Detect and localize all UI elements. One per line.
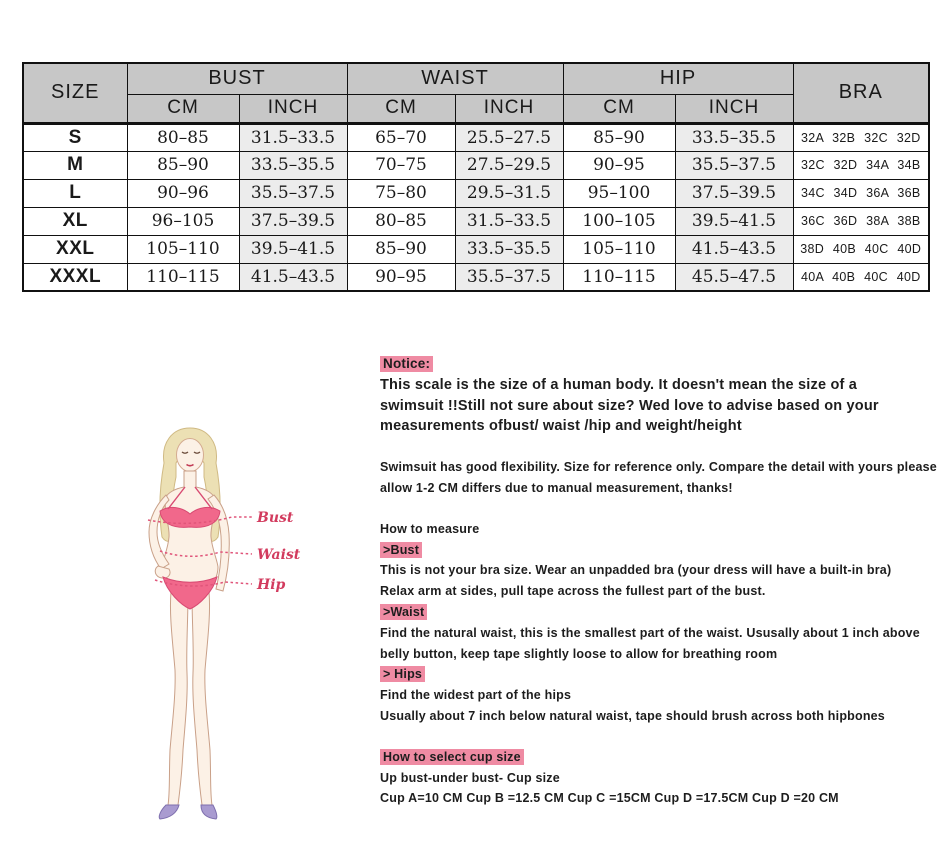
- size-column-header: SIZE: [23, 63, 127, 123]
- bra-value: 34C 34D 36A 36B: [793, 179, 929, 207]
- bra-value: 32C 32D 34A 34B: [793, 151, 929, 179]
- how-to-measure-title: How to measure: [380, 521, 480, 536]
- size-value: S: [23, 123, 127, 151]
- measurement-figure: [100, 425, 350, 825]
- size-value: XXL: [23, 235, 127, 263]
- hip-inch-value: 39.5–41.5: [675, 207, 793, 235]
- cup-size-heading-text: How to select cup size: [380, 749, 524, 765]
- right-leg: [192, 592, 212, 805]
- waist-inch-value: 29.5–31.5: [455, 179, 563, 207]
- hips-instruction-line: Usually about 7 inch below natural waist, tape should brush across both hipbones: [380, 708, 885, 723]
- bust-section-heading: [380, 540, 932, 561]
- waist-cm-value: 85–90: [347, 235, 455, 263]
- notice-line: This scale is the size of a human body. It doesn't mean the size of a: [380, 376, 858, 393]
- hip-cm-value: 110–115: [563, 263, 675, 291]
- bra-column-header: BRA: [793, 63, 929, 123]
- size-table-section: [22, 62, 930, 292]
- notice-heading: [380, 354, 932, 375]
- hip-cm-value: 100–105: [563, 207, 675, 235]
- size-table: [22, 62, 930, 292]
- waist-inch-value: 35.5–37.5: [455, 263, 563, 291]
- bust-cm-value: 105–110: [127, 235, 239, 263]
- info-column: [380, 354, 937, 809]
- notice-line: measurements ofbust/ waist /hip and weight/height: [380, 418, 742, 435]
- hips-section-heading: [380, 664, 932, 685]
- waist-instruction-line: belly button, keep tape slightly loose to allow for breathing room: [380, 646, 778, 661]
- hip-group-header: HIP: [563, 63, 793, 94]
- waist-inch-header: INCH: [455, 94, 563, 123]
- bust-inch-value: 35.5–37.5: [239, 179, 347, 207]
- bra-value: 32A 32B 32C 32D: [793, 123, 929, 151]
- bust-inch-value: 33.5–35.5: [239, 151, 347, 179]
- size-value: XL: [23, 207, 127, 235]
- table-row: [23, 207, 929, 235]
- hip-inch-value: 41.5–43.5: [675, 235, 793, 263]
- hip-cm-value: 90–95: [563, 151, 675, 179]
- size-value: M: [23, 151, 127, 179]
- waist-inch-value: 27.5–29.5: [455, 151, 563, 179]
- waist-instruction-line: Find the natural waist, this is the smallest part of the waist. Ususally about 1 inch above: [380, 625, 920, 640]
- flexibility-line: Swimsuit has good flexibility. Size for reference only. Compare the detail with yours please: [380, 460, 937, 475]
- bust-label: Bust: [257, 510, 294, 526]
- bust-cm-value: 110–115: [127, 263, 239, 291]
- waist-cm-value: 75–80: [347, 179, 455, 207]
- bust-inch-value: 41.5–43.5: [239, 263, 347, 291]
- bust-heading-text: >Bust: [380, 542, 422, 558]
- bust-inch-value: 31.5–33.5: [239, 123, 347, 151]
- bust-group-header: BUST: [127, 63, 347, 94]
- bust-inch-header: INCH: [239, 94, 347, 123]
- waist-inch-value: 25.5–27.5: [455, 123, 563, 151]
- hip-inch-value: 45.5–47.5: [675, 263, 793, 291]
- spacer: [380, 437, 932, 457]
- hip-inch-value: 33.5–35.5: [675, 123, 793, 151]
- waist-inch-value: 33.5–35.5: [455, 235, 563, 263]
- hips-heading-text: > Hips: [380, 666, 425, 682]
- bust-inch-value: 39.5–41.5: [239, 235, 347, 263]
- waist-section-heading: [380, 602, 932, 623]
- hip-label: Hip: [257, 577, 286, 593]
- left-heel: [159, 805, 179, 819]
- waist-inch-value: 31.5–33.5: [455, 207, 563, 235]
- waist-cm-value: 65–70: [347, 123, 455, 151]
- size-value: L: [23, 179, 127, 207]
- table-row: [23, 263, 929, 291]
- table-row: [23, 179, 929, 207]
- bra-value: 40A 40B 40C 40D: [793, 263, 929, 291]
- table-row: [23, 123, 929, 151]
- bust-inch-value: 37.5–39.5: [239, 207, 347, 235]
- bust-cm-value: 96–105: [127, 207, 239, 235]
- bust-cm-value: 80–85: [127, 123, 239, 151]
- waist-label: Waist: [257, 547, 301, 563]
- waist-heading-text: >Waist: [380, 604, 427, 620]
- bra-value: 36C 36D 38A 38B: [793, 207, 929, 235]
- hip-cm-value: 95–100: [563, 179, 675, 207]
- cup-size-line: Cup A=10 CM Cup B =12.5 CM Cup C =15CM Cup D =17.5CM Cup D =20 CM: [380, 791, 839, 806]
- spacer: [380, 499, 932, 519]
- bust-instruction-line: Relax arm at sides, pull tape across the fullest part of the bust.: [380, 584, 766, 599]
- bra-value: 38D 40B 40C 40D: [793, 235, 929, 263]
- waist-cm-value: 80–85: [347, 207, 455, 235]
- bust-cm-value: 85–90: [127, 151, 239, 179]
- hip-inch-header: INCH: [675, 94, 793, 123]
- hips-instruction-line: Find the widest part of the hips: [380, 688, 572, 703]
- notice-heading-text: Notice:: [380, 356, 433, 372]
- hip-cm-value: 105–110: [563, 235, 675, 263]
- notice-line: swimsuit !!Still not sure about size? Wed love to advise based on your: [380, 397, 879, 414]
- waist-cm-value: 70–75: [347, 151, 455, 179]
- left-leg: [168, 592, 188, 805]
- spacer: [380, 727, 932, 747]
- hip-inch-value: 35.5–37.5: [675, 151, 793, 179]
- flexibility-line: allow 1-2 CM differs due to manual measurement, thanks!: [380, 480, 733, 495]
- cup-size-heading: [380, 747, 932, 768]
- hip-cm-header: CM: [563, 94, 675, 123]
- right-heel: [201, 805, 217, 819]
- hip-cm-value: 85–90: [563, 123, 675, 151]
- bust-cm-header: CM: [127, 94, 239, 123]
- waist-cm-value: 90–95: [347, 263, 455, 291]
- waist-cm-header: CM: [347, 94, 455, 123]
- woman-sketch-illustration: [100, 425, 350, 825]
- hip-inch-value: 37.5–39.5: [675, 179, 793, 207]
- table-row: [23, 151, 929, 179]
- bust-cm-value: 90–96: [127, 179, 239, 207]
- size-value: XXXL: [23, 263, 127, 291]
- cup-size-line: Up bust-under bust- Cup size: [380, 770, 560, 785]
- bust-instruction-line: This is not your bra size. Wear an unpadded bra (your dress will have a built-in bra): [380, 563, 892, 578]
- table-row: [23, 235, 929, 263]
- waist-group-header: WAIST: [347, 63, 563, 94]
